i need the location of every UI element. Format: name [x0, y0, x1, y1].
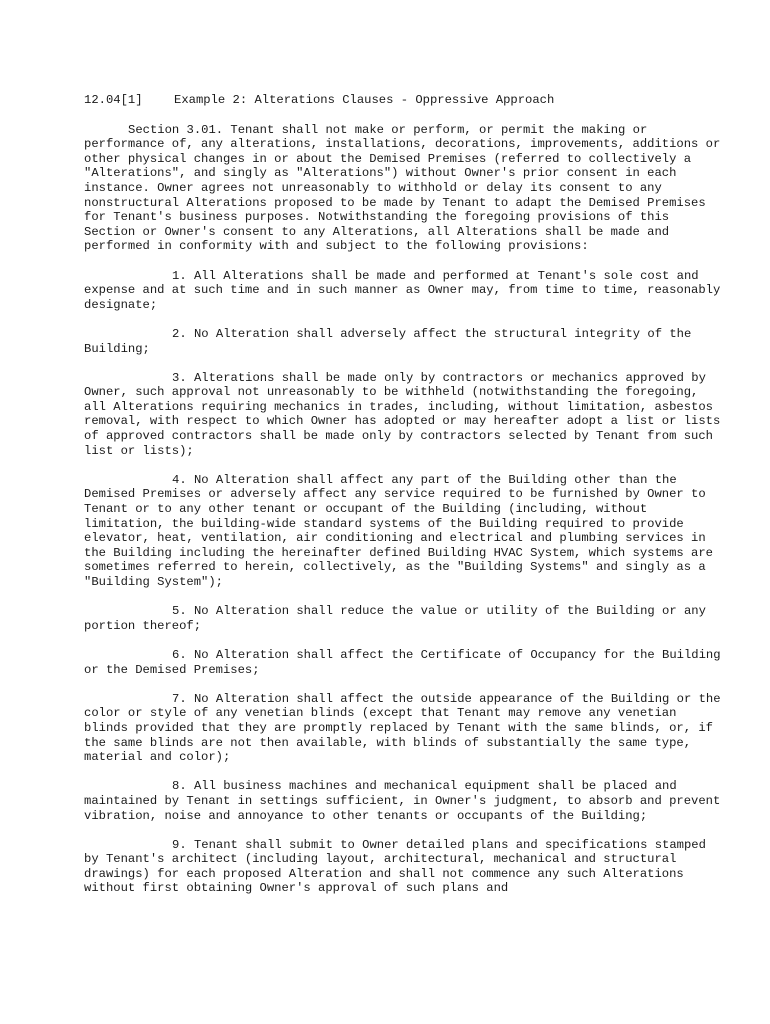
- intro-paragraph: Section 3.01. Tenant shall not make or perform, or permit the making or performance of, any alterations, installations, decorations, improvements, additions or other physical changes in or about the Demised Premises (referred to collectively a "Alterations", and singly as "Alterations") without Owner's prior consent in each instance. Owner agrees not unreasonably to withhold or delay its consent to any nonstructural Alterations proposed to be made by Tenant to adapt the Demised Premises for Tenant's business purposes. Notwithstanding the foregoing provisions of this Section or Owner's consent to any Alterations, all Alterations shall be made and performed in conformity with and subject to the following provisions:: [84, 122, 728, 254]
- provision-5: 5. No Alteration shall reduce the value or utility of the Building or any portion thereof;: [84, 604, 714, 633]
- section-title: Example 2: Alterations Clauses - Oppressive Approach: [174, 93, 555, 107]
- provision-3: 3. Alterations shall be made only by contractors or mechanics approved by Owner, such approval not unreasonably to be withheld (notwithstanding the foregoing, all Alterations requiring mechanics in trades, including, without limitation, asbestos removal, with respect to which Owner has adopted or may hereafter adopt a list or lists of approved contractors shall be made only by contractors selected by Tenant from such list or lists);: [84, 370, 728, 458]
- provision-4: 4. No Alteration shall affect any part of the Building other than the Demised Premises or adversely affect any service required to be furnished by Owner to Tenant or to any other tenant or occupant of the Building (including, without limitation, the building-wide standard systems of the Building required to provide elevator, heat, ventilation, air conditioning and electrical and plumbing services in the Building including the hereinafter defined Building HVAC System, which systems are sometimes referred to herein, collectively, as the "Building Systems" and singly as a "Building System");: [84, 472, 721, 589]
- provision-7: 7. No Alteration shall affect the outside appearance of the Building or the color or style of any venetian blinds (except that Tenant may remove any venetian blinds provided that they are promptly replaced by Tenant with the same blinds, or, if the same blinds are not then available, with blinds of substantially the same type, material and color);: [84, 691, 728, 765]
- provision-9: 9. Tenant shall submit to Owner detailed plans and specifications stamped by Tenant's architect (including layout, architectural, mechanical and structural drawings) for each proposed Alteration and shall not commence any such Alterations without first obtaining Owner's approval of such plans and: [84, 837, 714, 896]
- provision-1: 1. All Alterations shall be made and performed at Tenant's sole cost and expense and at such time and in such manner as Owner may, from time to time, reasonably designate;: [84, 268, 728, 312]
- section-heading: [84, 93, 724, 108]
- provision-6: 6. No Alteration shall affect the Certificate of Occupancy for the Building or the Demised Premises;: [84, 647, 728, 677]
- section-number: 12.04[1]: [84, 93, 143, 107]
- provision-2: 2. No Alteration shall adversely affect the structural integrity of the Building;: [84, 326, 699, 356]
- provision-8: 8. All business machines and mechanical equipment shall be placed and maintained by Tenant in settings sufficient, in Owner's judgment, to absorb and prevent vibration, noise and annoyance to other tenants or occupants of the Building;: [84, 779, 728, 823]
- document-page: [84, 93, 728, 911]
